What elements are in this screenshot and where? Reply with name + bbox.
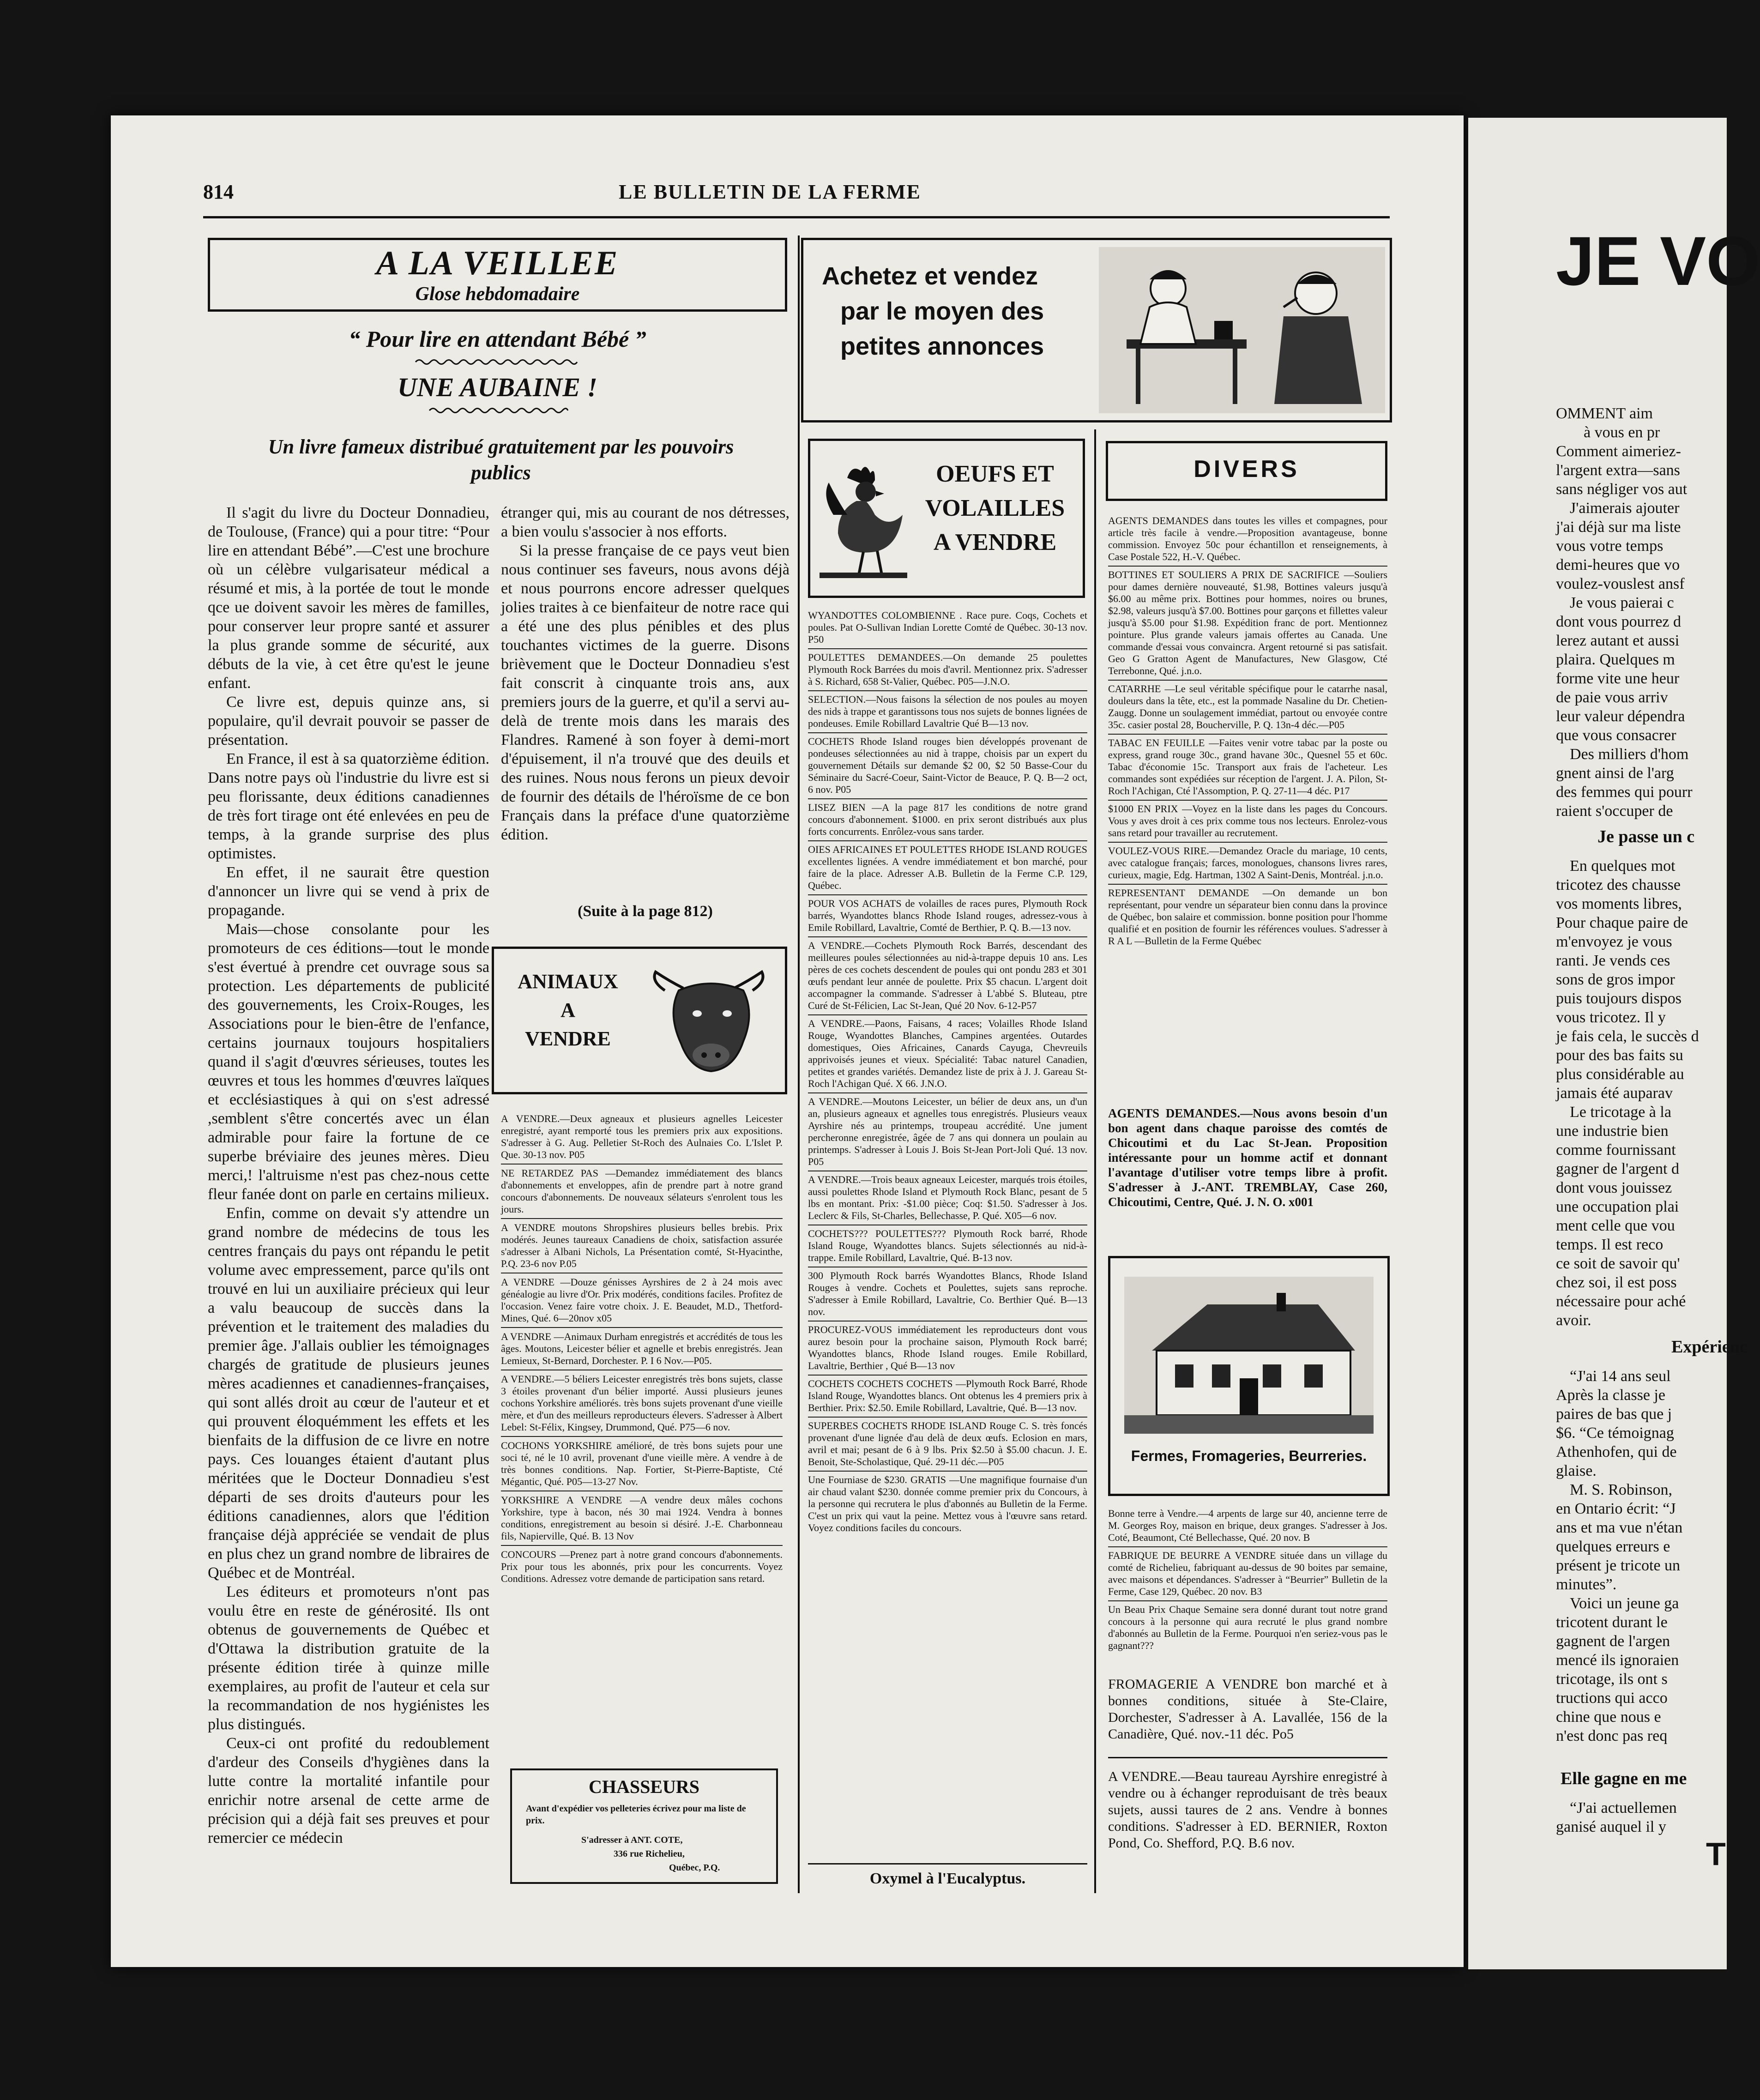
veillee-quote: “ Pour lire en attendant Bébé ” [349,326,646,352]
paragraph: En effet, il ne saurait être question d'annoncer un livre qui se vend à prix de propagande. [208,864,489,919]
column-rule [1094,429,1096,1893]
classified-ad: A VENDRE —Animaux Durham enregistrés et accrédités de tous les âges. Moutons, Leicester bélier et agnelle et brebis enregistrés. Jean Lemieux, St-Bernard, Dorchester. P. I 6 Nov.—P05. [501,1331,783,1366]
next-page-subhead: Elle gagne en me [1561,1769,1687,1788]
banner-text: Achetez et vendez par le moyen des petites annonces [822,262,1044,360]
classified-ad: COCHONS YORKSHIRE amélioré, de très bons sujets pour une soci té, né le 10 avril, provenant d'une vieille mère. A vendre à de très bonnes conditions. Nap. Fortier, St-Pierre-Baptiste, Cté Mégantic, Qué. P05—13-27 Nov. [501,1440,783,1487]
next-page-partial [1468,118,1760,1969]
paragraph: Les éditeurs et promoteurs n'ont pas voulu être en reste de générosité. Ils ont obtenus de gouvernements de Québec et d'Ottawa la distribution gratuite de la présente édition tirée à quinze mille exemplaires, au profit de l'auteur et cela sur la recommandation de nos hygiénistes les plus distingués. [208,1583,489,1733]
divers-title: DIVERS [1193,456,1300,483]
veillee-title: A LA VEILLEE [376,244,619,282]
classified-ad: OIES AFRICAINES ET POULETTES RHODE ISLAND ROUGES excellentes lignées. A vendre immédiatement et bon marché, pour faire de la place. Adresser A.B. Bulletin de la Ferme C.P. 129, Québec. [808,844,1087,891]
farmhouse-illustration-icon [1124,1277,1374,1434]
veillee-subtitle: Glose hebdomadaire [415,284,580,305]
chasseurs-address: S'adresser à ANT. COTE, [581,1835,683,1845]
classified-ad: 300 Plymouth Rock barrés Wyandottes Blancs, Rhode Island Rouges à vendre. Cochets et Poulettes, sujets sans reproche. S'adresser à Emile Robillard, Lavaltrie, Co. Berthier Qué. B—13 nov. [808,1270,1087,1317]
next-page-headline: JE VO [1556,222,1760,300]
paragraph: Il s'agit du livre du Docteur Donnadieu, de Toulouse, (France) qui a pour titre: “Pour lire en attendant Bébé”.—C'est une brochure où un célèbre vulgarisateur médical a résumé et mis, à la portée de tout le monde qce ue doivent savoir les mères de familles, pour conserver leur propre santé et assurer la plus grande somme de sécurité, aux débuts de la vie, à cet être qu'est le jeune enfant. [208,504,489,692]
next-page-letter: T [1706,1836,1726,1872]
next-page-subhead: Expérienc [1671,1337,1748,1357]
agents-demandes-ad: AGENTS DEMANDES.—Nous avons besoin d'un bon agent dans chaque paroisse des comtés de Chicoutimi et du Lac St-Jean. Proposition intéressante pour un homme actif et donnant l'avantage d'utiliser votre temps libre à profit. S'adresser à J.-ANT. TREMBLAY, Case 260, Chicoutimi, Centre, Qué. J. N. O. x001 [1108,1106,1387,1209]
classified-ad: POULETTES DEMANDEES.—On demande 25 poulettes Plymouth Rock Barrées du mois d'avril. Mentionnez prix. S'adresser à S. Richard, 658 St-Valier, Québec. P05—J.N.O. [808,652,1087,687]
ad-separator [1108,1757,1387,1758]
paragraph: Enfin, comme on devait s'y attendre un grand nombre de médecins de tous les centres français du pays ont répandu le petit volume avec empressement, parce qu'ils ont trouvé en lui un auxiliaire précieux qui leur a valu beaucoup de succès dans la prévention et le traitement des maladies du premier âge. J'allais oublier les témoignages chargés de gratitude de plusieurs jeunes mères acadiennes et canadiennes-françaises, qui sont allés droit au cœur de l'auteur et et qui prouvent éloquémment les effets et les bienfaits de la diffusion de ce livre en notre pays. Ces louanges étaient d'autant plus méritées que le Docteur Donnadieu s'est départi de ses droits d'auteurs pour les éditions canadiennes, alors que l'édition française déjà appréciée se vendait de plus en plus chez un grand nombre de libraires de Québec et de Montréal. [208,1205,489,1581]
next-page-text: En quelques mot tricotez des chausse vos moments libres, Pour chaque paire de m'envoyez je vous ranti. Je vends ces sons de gros impor puis toujours dispos vous tricotez. Il y je fais cela, le succès d pour des bas faits su plus considérable au jamais été auparav Le tricotage à la une industrie bien comme fournissant gagner de l'argent d dont vous jouissez une occupation plai ment celle que vou temps. Il est reco ce soit de savoir qu' chez soi, il est poss nécessaire pour aché avoir. [1556,857,1699,1329]
fermes-box [1108,1256,1390,1496]
divers-ads [1108,515,1387,1101]
classified-ad: SELECTION.—Nous faisons la sélection de nos poules au moyen des nids à trappe et garantissons tous nos sujets de bonnes lignées de pondeuses. Emile Robillard Lavaltrie Qué B—13 nov. [808,694,1087,729]
veillee-column-1 [208,503,489,1879]
classified-ad: NE RETARDEZ PAS —Demandez immédiatement des blancs d'abonnements et enveloppes, afin de prendre part à notre grand concours d'abonnements. De nouveaux sélateurs s'enrolent tous les jours. [501,1167,783,1215]
classified-ad: AGENTS DEMANDES dans toutes les villes et compagnes, pour article très facile à vendre.—Proposition avantageuse, bonne commission. Envoyez 50c pour échantillon et renseignements, à Case Postale 522, H.-V. Québec. [1108,515,1387,562]
classified-ad: VOULEZ-VOUS RIRE.—Demandez Oracle du mariage, 10 cents, avec catalogue français; farces, monologues, chansons livres rares, curieux, magie, Edg. Hartman, 1302 A Saint-Denis, Montréal. j.n.o. [1108,845,1387,881]
classified-ad: A VENDRE.—Moutons Leicester, un bélier de deux ans, un d'un an, plusieurs agneaux et agnelles tous enregistrés. Plusieurs veaux Ayrshire nés au printemps, troupeau accrédité. Une jument percheronne enregistrée, âgée de 7 ans qui donnera un poulain au printemps. S'adresser à Louis J. Bois St-Jean Port-Joli Qué. 13 nov. P05 [808,1096,1087,1167]
veillee-headline: UNE AUBAINE ! [398,372,597,402]
page-number: 814 [203,181,234,203]
classified-ad: CATARRHE —Le seul véritable spécifique pour le catarrhe nasal, douleurs dans la tête, etc., est la pommade Nasaline du Dr. Chetien-Zaugg. Donne un soulagement immédiat, partout ou envoyée contre 35c. casier postal 28, Boucherville, P. Q. 13n-4 déc.—P05 [1108,683,1387,730]
squiggle-divider [429,406,568,415]
classified-ad: CONCOURS —Prenez part à notre grand concours d'abonnements. Prix pour tous les abonnés, prix pour les concurrents. Voyez Conditions. Adressez votre demande de participation sans retard. [501,1549,783,1584]
oeufs-ads [808,609,1087,1859]
classified-ad: A VENDRE.—Paons, Faisans, 4 races; Volailles Rhode Island Rouge, Wyandottes Blanches, Campines argentées. Outardes domestiques, Oies Africaines, Canards Cayuga, Chevreuils apprivoisés jeunes et vieux. Spécialité: Tabac naturel Canadien, petites et grandes variétés. Demandez liste de prix à J. J. Gareau St-Roch l'Achigan Qué. X 66. J.N.O. [808,1018,1087,1089]
classified-ad: A VENDRE moutons Shropshires plusieurs belles brebis. Prix modérés. Jeunes taureaux Canadiens de choix, satisfaction assurée s'adresser à Albani Nichols, La Présentation comté, St-Hyacinthe, P.Q. 23-6 nov P.05 [501,1222,783,1269]
classified-ad: FABRIQUE DE BEURRE A VENDRE située dans un village du comté de Richelieu, fabriquant au-dessus de 90 boites par semaine, avec maisons et dépendances. S'adresser à “Beurrier” Bulletin de la Ferme, Case 129, Québec. 20 nov. B3 [1108,1550,1387,1597]
paragraph: Ceux-ci ont profité du redoublement d'ardeur des Conseils d'hygiènes dans la lutte contre la mortalité infantile pour enrichir notre arsenal de cette arme de précision qui a déjà fait ses preuves et pour remercier ce médecin [208,1735,489,1847]
classified-ad: A VENDRE.—Deux agneaux et plusieurs agnelles Leicester enregistré, ayant remporté tous les premiers prix aux expositions. S'adresser à G. Aug. Pelletier St-Roch des Aulnaies Co. L'Islet P. Que. 30-13 nov. P05 [501,1113,783,1160]
animaux-title: ANIMAUX A VENDRE [518,970,618,1050]
classified-ad: A VENDRE.—Cochets Plymouth Rock Barrés, descendant des meilleures poules sélectionnées au nid-à-trappe depuis 10 ans. Les pères de ces cochets descendent de poules qui ont pondu 283 et 301 œufs pendant leur année de poulette. Prix $5 chacun. L'argent doit accompagner la commande. S'adresser à L'abbé S. Bluteau, ptre Curé de St-Félicien, Lac St-Jean, Qué 20 Nov. 6-12-P57 [808,940,1087,1011]
chasseurs-box [510,1768,778,1884]
oxymel-ad: Oxymel à l'Eucalyptus. [869,1870,1026,1887]
paragraph: En France, il est à sa quatorzième édition. Dans notre pays où l'industrie du livre est si peu florissante, deux éditions canadiennes de très fort tirage ont été enlevées en peu de temps, à la grande surprise des plus optimistes. [208,750,489,862]
newspaper-page [111,115,1464,1967]
classified-ad: A VENDRE.—5 béliers Leicester enregistrés très bons sujets, classe 3 étoiles provenant d'un bélier importé. Aussi plusieurs jeunes cochons Yorkshire améliorés. très bons sujets provenant d'une vieille mère, et d'un des meilleurs reproducteurs élevers. S'adresser à Albert Lebel: St-Félix, Kingsey, Drummond, Qué. P75—6 nov. [501,1373,783,1433]
classified-ad: Bonne terre à Vendre.—4 arpents de large sur 40, ancienne terre de M. Georges Roy, maison en brique, deux granges. S'adresser à Jos. Coté, Beaumont, Cté Bellechasse, Qué. 20 nov. B [1108,1508,1387,1543]
classified-ad: $1000 EN PRIX —Voyez en la liste dans les pages du Concours. Vous y aves droit à ces prix comme tous nos lecteurs. Enrolez-vous sans retard pour travailler au recrutement. [1108,803,1387,839]
chasseurs-address: 336 rue Richelieu, [614,1849,685,1859]
oxymel-rule [808,1863,1087,1865]
newspaper-title: LE BULLETIN DE LA FERME [619,181,921,203]
chasseurs-title: CHASSEURS [588,1776,700,1797]
classified-ad: Une Fourniase de $230. GRATIS —Une magnifique fournaise d'un air chaud valant $230. donnée comme premier prix du Concours, à la personne qui recrutera le plus d'abonnés au Bulletin de la Ferme. C'est un prix qui vaut la peine. Mettez vous à l'œuvre sans retard. Voyez conditions faciles du concours. [808,1474,1087,1533]
classified-ad: Un Beau Prix Chaque Semaine sera donné durant tout notre grand concours à la personne qui aura recruté le plus grand nombre d'abonnés au Bulletin de la Ferme. Pourquoi n'en seriez-vous pas le gagnant??? [1108,1604,1387,1651]
paragraph: étranger qui, mis au courant de nos détresses, a bien voulu s'associer à nos efforts. [501,504,790,540]
veillee-title-box [208,238,787,312]
next-page-text: OMMENT aim à vous en pr Comment aimeriez- l'argent extra—sans sans négliger vos aut J'aimerais ajouter j'ai déjà sur ma liste vous votre temps demi-heures que vo voulez-vouslest ansf Je vous paierai c dont vous pourrez d lerez autant et aussi plaira. Quelques m forme vite une heur de paie vous arriv leur valeur dépendra que vous consacrer Des milliers d'hom gnent ainsi de l'arg des femmes qui pourr raient s'occuper de [1556,405,1693,820]
classified-ad: COCHETS COCHETS COCHETS —Plymouth Rock Barré, Rhode Island Rouge, Wyandottes blancs. Ont obtenus les 4 premiers prix à Berthier. Prix: $2.50. Emile Robillard, Lavaltrie, Qué. B—13 nov. [808,1378,1087,1413]
oeufs-title: OEUFS ET VOLAILLES A VENDRE [925,461,1065,555]
classified-ad: A VENDRE —Douze génisses Ayrshires de 2 à 24 mois avec généalogie au livre d'Or. Prix modérés, conditions faciles. Profitez de l'occasion. Venez faire votre choix. J. E. Beaudet, M.D., Thetford-Mines, Qué. 6—20nov x05 [501,1276,783,1324]
classified-ad: POUR VOS ACHATS de volailles de races pures, Plymouth Rock barrés, Wyandottes blancs Rhode Island rouges, adressez-vous à Emile Robillard, Lavaltrie, Comté de Berthier, P. Q. B.—13 nov. [808,898,1087,933]
paragraph: Ce livre est, depuis quinze ans, si populaire, qu'il devrait pouvoir se passer de présentation. [208,694,489,748]
divers-box [1106,441,1387,501]
fermes-caption: Fermes, Fromageries, Beurreries. [1131,1448,1367,1464]
classified-ad: SUPERBES COCHETS RHODE ISLAND Rouge C. S. très foncés provenant d'une lignée d'au delà de deux œufs. Eclosion en mars, avril et mai; pesant de 6 à 9 lbs. Prix $2.50 à $5.00 chacun. J. E. Benoit, Ste-Scholastique, Qué. 29-11 déc.—P05 [808,1420,1087,1467]
classified-ad: WYANDOTTES COLOMBIENNE . Race pure. Coqs, Cochets et poules. Pat O-Sullivan Indian Lorette Comté de Québec. 30-13 nov. P50 [808,609,1087,645]
classified-ad: COCHETS Rhode Island rouges bien développés provenant de pondeuses sélectionnées au nid à trappe, choisis par un expert du gouvernement Détails sur demande $2 00, $2 50 Basse-Cour du Séminaire du Sacré-Coeur, Saint-Victor de Beauce, P. Q. B—2 oct, 6 nov. P05 [808,736,1087,795]
classified-ad: BOTTINES ET SOULIERS A PRIX DE SACRIFICE —Souliers pour dames dernière nouveauté, $1.98, Bottines valeurs jusqu'à $6.00 au même prix. Bottines pour hommes, noires ou brunes, $2.98, valeurs jusqu'à $7.00. Bottines pour garçons et fillettes valeur jusqu'à $5.00 pour $1.98. Expédition franc de port. Mentionnez pointure. Plus grande valeurs jamais offertes au Canada. Une commande d'essai vous convaincra. Argent retourné si pas satisfait. Geo G Gratton Agent de Manufactures, New Glasgow, Cté Terrebonne, Qué. j.n.o. [1108,569,1387,676]
squiggle-divider [416,358,577,366]
petites-annonces-banner [801,238,1392,422]
classified-ad: REPRESENTANT DEMANDE —On demande un bon représentant, pour vendre un séparateur bien connu dans la province de Québec, bon salaire et commission. bonne position pour l'homme qualifié et en position de fournir les références voulues. S'adresser à R A L —Bulletin de la Ferme Québec [1108,887,1387,947]
classified-ad: COCHETS??? POULETTES??? Plymouth Rock barré, Rhode Island Rouge, Wyandottes blancs. Sujets sélectionnés au nid-à-trappe. Emile Robillard, Lavaltrie, Qué. B-13 nov. [808,1228,1087,1263]
fromagerie-ad: FROMAGERIE A VENDRE bon marché et à bonnes conditions, située à Ste-Claire, Dorchester, S'adresser à A. Lavallée, 156 de la Canadière, Qué. nov.-11 déc. Po5 [1108,1677,1387,1742]
classified-ad: PROCUREZ-VOUS immédiatement les reproducteurs dont vous aurez besoin pour la prochaine saison, Plymouth Rock barré; Wyandottes blancs, Rhode Island rouges. Emile Robillard, Lavaltrie, Berthier , Qué B—13 nov [808,1324,1087,1371]
rooster-illustration-icon [820,459,907,579]
animaux-ads [501,1113,783,1819]
chasseurs-line: Avant d'expédier vos pelleteries écrivez pour ma liste de prix. [526,1804,746,1826]
classified-ad: YORKSHIRE A VENDRE —A vendre deux mâles cochons Yorkshire, type à bacon, nés 30 mai 1924. Vendra à bonnes conditions, enregistrement au besoin si désiré. J.-E. Charbonneau fils, Napierville, Qué. B. 13 Nov [501,1494,783,1542]
classified-ad: A VENDRE.—Trois beaux agneaux Leicester, marqués trois étoiles, aussi poulettes Rhode Island et Plymouth Rock Blanc, pesant de 5 lbs en montant. Prix: -$1.00 pièce; Coq: $1.50. S'adresser à Jos. Leclerc & Fils, St-Charles, Bellechasse, P. Qué. X05—6 nov. [808,1174,1087,1221]
animaux-box [492,947,787,1094]
suite-note: (Suite à la page 812) [578,903,713,920]
bull-illustration-icon [646,963,776,1078]
next-page-text: “J'ai actuellemen ganisé auquel il y [1556,1799,1677,1835]
next-page-text: “J'ai 14 ans seul Après la classe je paires de bas que j $6. “Ce témoignag Athenhofen, qui de glaise. M. S. Robinson, en Ontario écrit: “J ans et ma vue n'étan quelques erreurs e présent je tricote un minutes”. Voici un jeune ga tricotent durant le gagnent de l'argen mencé ils ignoraien tricotage, ils ont s tructions qui acco chine que nous e n'est donc pas req [1556,1368,1683,1744]
classified-ad: LISEZ BIEN —A la page 817 les conditions de notre grand concours d'abonnement. $1000. en prix seront distribués aux plus forts concurrents. Enrôlez-vous sans tarder. [808,802,1087,837]
taureau-ad: A VENDRE.—Beau taureau Ayrshire enregistré à vendre ou à échanger reproduisant de très beaux sujets, aussi taures de 2 ans. Vendre à bonnes conditions. S'adresser à ED. BERNIER, Roxton Pond, Co. Shefford, P.Q. B.6 nov. [1108,1769,1387,1851]
paragraph: Si la presse française de ce pays veut bien nous continuer ses faveurs, nous avons déjà et nous pourrons encore adresser quelques jolies traites à ce bienfaiteur de notre race qui a été une des plus pénibles et des plus touchantes victimes de la guerre. Disons brièvement que le Docteur Donnadieu s'est fait conscrit à cinquante trois ans, aux premiers jours de la guerre, et qu'il a servi au-delà de trente mois dans les marais des Flandres. Ramené à son foyer à demi-mort d'épuisement, il n'a trouvé que des deuils et des ruines. Nous nous ferons un pieux devoir de fournir des détails de l'héroïsme de ce bon Français dans la préface d'une quatorzième édition. [501,542,790,843]
chasseurs-address: Québec, P.Q. [669,1863,720,1873]
classified-ad: TABAC EN FEUILLE —Faites venir votre tabac par la poste ou express, grand rouge 30c., grand havane 30c., Quesnel 55 et 60c. Tabac d'économie 15c. Transport aux frais de l'acheteur. Les commandes sont expédiées sur réception de l'argent. J. A. Pilon, St-Roch l'Achigan, Cté l'Assomption, P. Q. 27-11—4 déc. P17 [1108,737,1387,797]
oeufs-box [808,439,1085,598]
paragraph: Mais—chose consolante pour les promoteurs de ces éditions—tout le monde s'est évertué à prendre cet ouvrage sous sa protection. Les départements de publicité des gouvernements, les Croix-Rouges, les Associations pour le bien-être de l'enfance, certains journaux toujours hospitaliers quand il s'agit d'œuvres sérieuses, toutes les œuvres et tous les hommes d'œuvres laïques et ecclésiastiques à qui on s'est adressé ,semblent s'être concertés avec un élan admirable pour faire la fortune de ce superbe bréviaire des jeunes mères. Dieu merci,! l'altruisme n'est pas chez-nous cette fleur fanée dont on parle en certains milieux. [208,921,489,1203]
header-rule [203,216,1390,218]
column-rule [798,235,800,1893]
next-page-subhead: Je passe un c [1597,827,1695,846]
veillee-deck: Un livre fameux distribué gratuitement par les pouvoirs publics [268,435,734,484]
couple-illustration-icon [1099,247,1385,413]
